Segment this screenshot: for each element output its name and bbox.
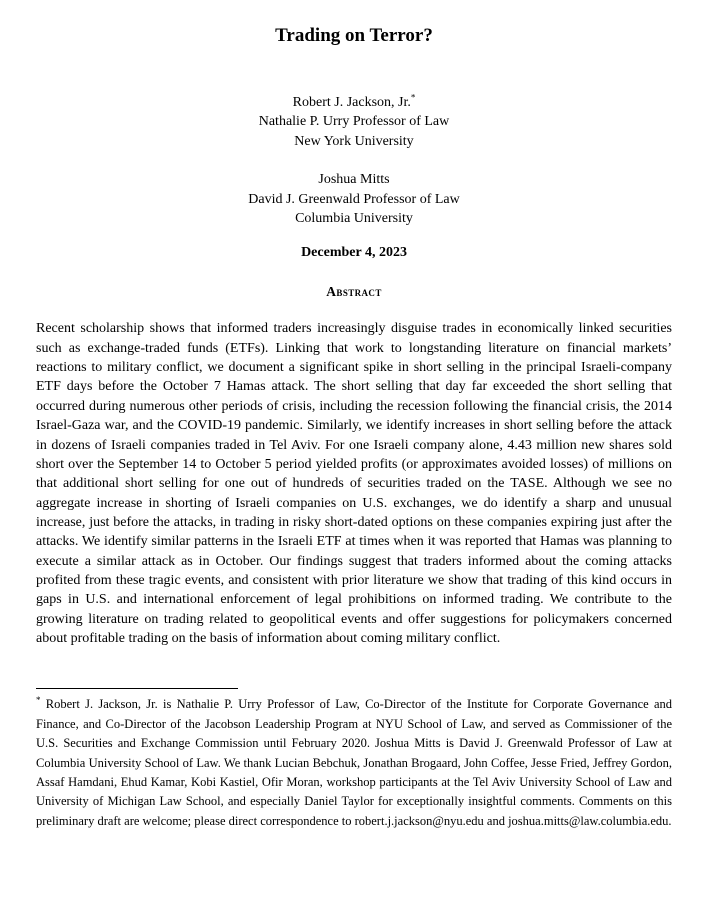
author-block-jackson [36,93,672,151]
author-role: Nathalie P. Urry Professor of Law [258,114,450,130]
paper-page [0,24,708,898]
abstract-heading: Abstract [326,284,382,300]
author-block-mitts [36,170,672,228]
author-affiliation: New York University [294,133,414,149]
abstract-text: Recent scholarship shows that informed traders increasingly disguise trades in economically linked securities such as exchange-traded funds (ETFs). Linking that work to longstanding literature on financial markets’ reactions to military conflict, we document a significant spike in short selling in the principal Israeli-company ETF days before the October 7 Hamas attack. The short selling that day far exceeded the short selling that occurred during numerous other periods of crisis, including the recession following the financial crisis, the 2014 Israel-Gaza war, and the COVID-19 pandemic. Similarly, we identify increases in short selling before the attack in dozens of Israeli companies traded in Tel Aviv. For one Israeli company alone, 4.43 million new shares sold short over the September 14 to October 5 period yielded profits (or approximates avoided losses) of millions on that additional short selling for one out of hundreds of securities traded on the TASE. Although we see no aggregate increase in shorting of Israeli companies on U.S. exchanges, we do identify a sharp and unusual increase, just before the attacks, in trading in risky short-dated options on these companies expiring just after the attacks. We identify similar patterns in the Israeli ETF at times when it was reported that Hamas was planning to execute a similar attack as in October. Our findings suggest that traders informed about the coming attacks profited from these tragic events, and consistent with prior literature we show that trading of this kind occurs in gaps in U.S. and international enforcement of legal prohibitions on informed trading. We contribute to the growing literature on trading related to geopolitical events and offer suggestions for policymakers concerned about profitable trading on the basis of information about coming military conflict. [36,321,672,646]
author-affiliation: Columbia University [295,211,413,227]
author-footnote-marker: * [410,92,416,103]
footnote-marker: * [36,695,41,706]
footnote-divider [36,688,238,689]
author-name: Robert J. Jackson, Jr. [292,95,411,110]
author-name-line [36,93,672,112]
author-role: David J. Greenwald Professor of Law [248,191,460,207]
author-name: Joshua Mitts [318,172,390,188]
footnote-text [36,695,672,831]
paper-date: December 4, 2023 [301,245,407,261]
paper-title: Trading on Terror? [275,25,433,46]
footnote-body: Robert J. Jackson, Jr. is Nathalie P. Urry Professor of Law, Co-Director of the Institute for Corporate Governance and Finance, and Co-Director of the Jacobson Leadership Program at NYU School of Law, and served as Commissioner of the U.S. Securities and Exchange Commission until February 2020. Joshua Mitts is David J. Greenwald Professor of Law at Columbia University School of Law. We thank Lucian Bebchuk, Jonathan Brogaard, John Coffee, Jesse Fried, Jeffrey Gordon, Assaf Hamdani, Ehud Kamar, Kobi Kastiel, Ofir Moran, workshop participants at the Tel Aviv University School of Law and University of Michigan Law School, and especially Daniel Taylor for exceptionally insightful comments. Comments on this preliminary draft are welcome; please direct correspondence to robert.j.jackson@nyu.edu and joshua.mitts@law.columbia.edu. [36,697,672,828]
